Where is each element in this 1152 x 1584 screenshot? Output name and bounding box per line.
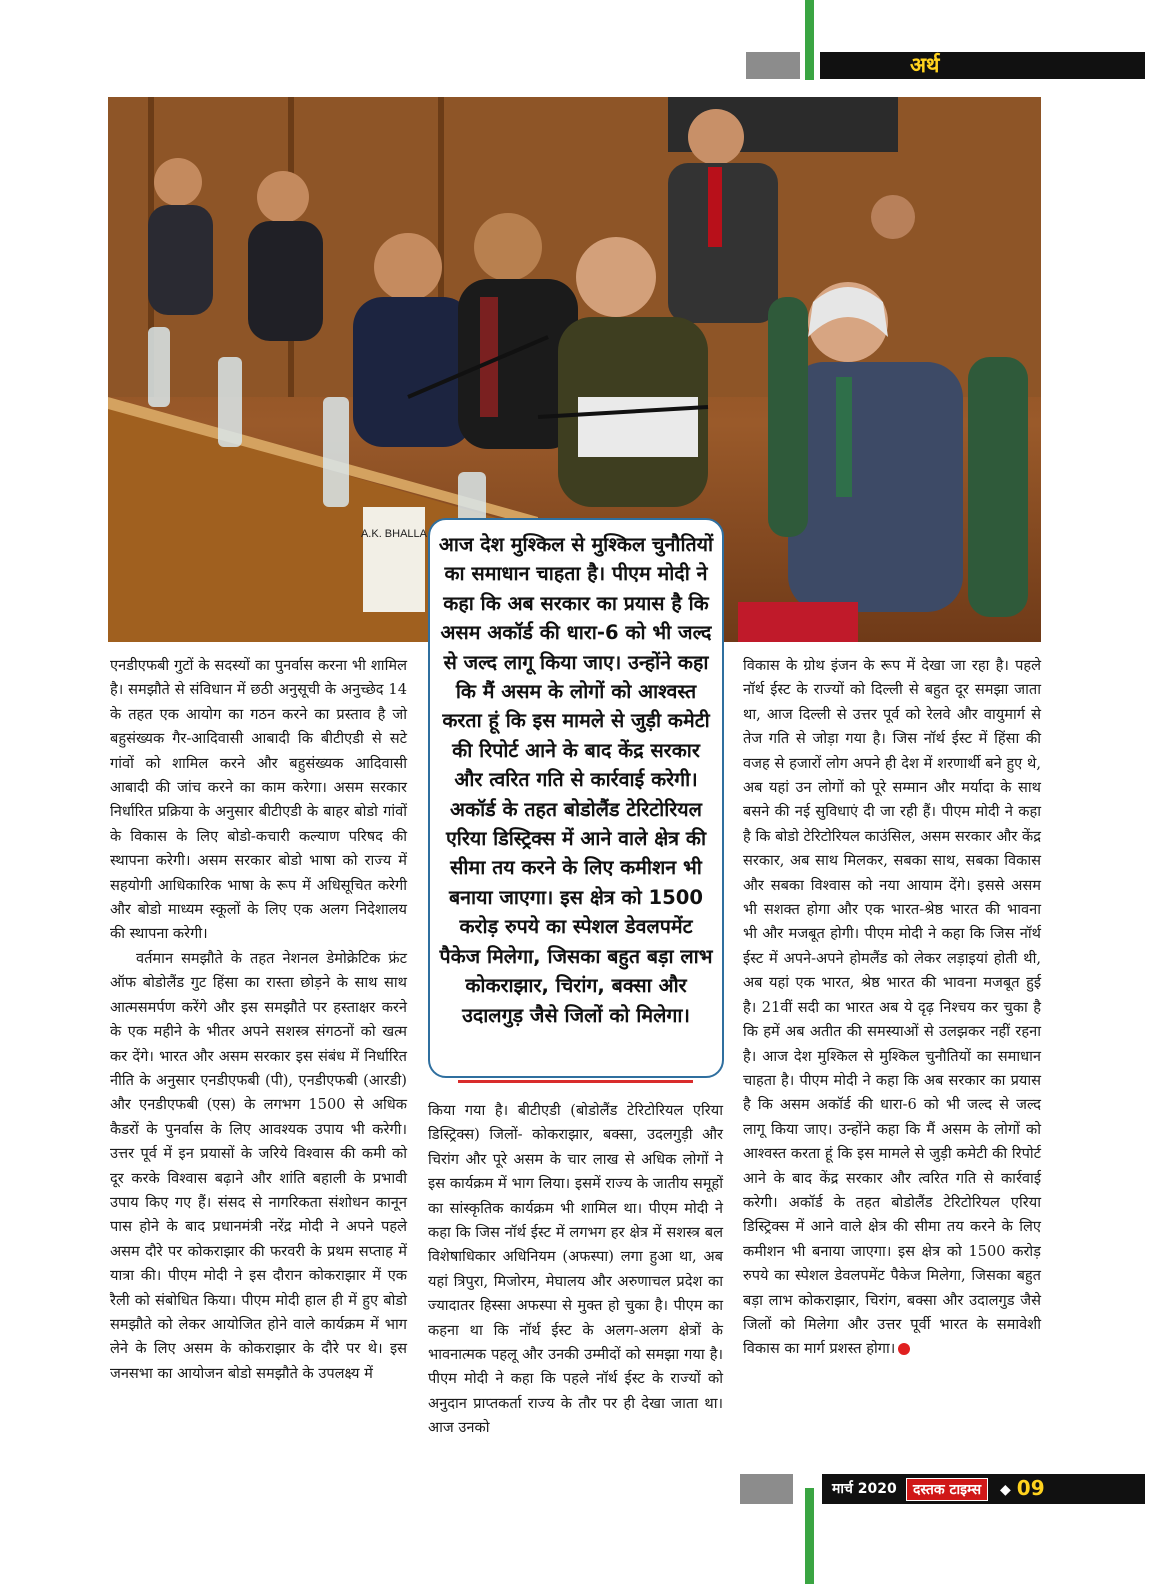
section-header-bar	[820, 52, 1145, 79]
name-plate: A.K. BHALLA	[360, 528, 428, 540]
section-label: अर्थ	[910, 52, 940, 77]
article-paragraph: वर्तमान समझौते के तहत नेशनल डेमोक्रेटिक फ्रंट ऑफ बोडोलैंड गुट हिंसा का रास्ता छोड़ने के साथ साथ आत्मसमर्पण करेंगे और इस समझौते पर हस्ताक्षर करने के एक महीने के भीतर अपने सशस्त्र संगठनों को खत्म कर देंगे। भारत और असम सरकार इस संबंध में निर्धारित नीति के अनुसार एनडीएफबी (पी), एनडीएफबी (आरडी) और एनडीएफबी (एस) के लगभग 1500 से अधिक कैडरों के पुनर्वास के लिए आवश्यक उपाय भी करेगी। उत्तर पूर्व में इन प्रयासों के जरिये विश्वास की कमी को दूर करके विश्वास बढ़ाने और शांति बहाली के प्रभावी उपाय किए गए हैं। संसद से नागरिकता संशोधन कानून पास होने के बाद प्रधानमंत्री नरेंद्र मोदी ने अपने पहले असम दौरे पर कोकराझार की फरवरी के प्रथम सप्ताह में यात्रा की। पीएम मोदी ने इस दौरान कोकराझार में एक रैली को संबोधित किया। पीएम मोदी हाल ही में हुए बोडो समझौते को लेकर आयोजित होने वाले कार्यक्रम में भाग लेने के लिए असम के कोकराझार के दौरे पर थे। इस जनसभा का आयोजन बोडो समझौते के उपलक्ष्य में	[110, 949, 407, 1382]
article-paragraph: एनडीएफबी गुटों के सदस्यों का पुनर्वास करना भी शामिल है। समझौते से संविधान में छठी अनुसूची के अनुच्छेद 14 के तहत एक आयोग का गठन करने का प्रस्ताव है जो बहुसंख्यक गैर-आदिवासी आबादी कि बीटीएडी से सटे गांवों को शामिल करने और बहुसंख्यक आदिवासी आबादी की जांच करने का काम करेगा। असम सरकार निर्धारित प्रक्रिया के अनुसार बीटीएडी के बाहर बोडो गांवों के विकास के लिए बोडो-कचारी कल्याण परिषद की स्थापना करेगी। असम सरकार बोडो भाषा को राज्य में सहयोगी आधिकारिक भाषा के रूप में अधिसूचित करेगी और बोडो माध्यम स्कूलों के लिए एक अलग निदेशालय की स्थापना करेगी।	[110, 657, 407, 943]
article-paragraph: किया गया है। बीटीएडी (बोडोलैंड टेरिटोरियल एरिया डिस्ट्रिक्स) जिलों- कोकराझार, बक्सा, उदलगुड़ी और चिरांग और पूरे असम के चार लाख से अधिक लोगों ने इस कार्यक्रम में भाग लिया। इसमें राज्य के जातीय समूहों का सांस्कृतिक कार्यक्रम भी शामिल था। पीएम मोदी ने कहा कि जिस नॉर्थ ईस्ट में लगभग हर क्षेत्र में सशस्त्र बल विशेषाधिकार अधिनियम (अफस्पा) लगा हुआ था, अब यहां त्रिपुरा, मिजोरम, मेघालय और अरुणाचल प्रदेश का ज्यादातर हिस्सा अफस्पा से मुक्त हो चुका है। पीएम का कहना था कि नॉर्थ ईस्ट के अलग-अलग क्षेत्रों के भावनात्मक पहलू और उनकी उम्मीदों को समझा गया है। पीएम मोदी ने कहा कि पहले नॉर्थ ईस्ट के राज्यों को अनुदान प्राप्तकर्ता राज्य के तौर पर ही देखा जाता था। आज उनको	[428, 1102, 723, 1437]
footer-date: मार्च 2020	[832, 1481, 897, 1497]
article-column-middle	[428, 1099, 723, 1441]
bottom-green-bar	[805, 1488, 814, 1584]
top-green-bar	[805, 0, 814, 80]
section-gray-block	[746, 52, 800, 79]
page-number-wrap	[1000, 1476, 1045, 1500]
end-mark-icon	[898, 1343, 910, 1355]
article-column-right	[743, 654, 1041, 1362]
article-paragraph	[743, 654, 1041, 1362]
magazine-logo: दस्तक टाइम्स	[906, 1478, 988, 1501]
footer-gray-block	[740, 1474, 793, 1504]
bullet-icon: ◆	[1000, 1481, 1011, 1498]
page-number: 09	[1016, 1476, 1045, 1500]
article-column-left	[110, 654, 407, 1386]
pull-quote-bottom-rule	[458, 1080, 693, 1083]
pull-quote: आज देश मुश्किल से मुश्किल चुनौतियों का समाधान चाहता है। पीएम मोदी ने कहा कि अब सरकार का प्रयास है कि असम अकॉर्ड की धारा-6 को भी जल्द से जल्द लागू किया जाए। उन्होंने कहा कि मैं असम के लोगों को आश्वस्त करता हूं कि इस मामले से जुड़ी कमेटी की रिपोर्ट आने के बाद केंद्र सरकार और त्वरित गति से कार्रवाई करेगी। अकॉर्ड के तहत बोडोलैंड टेरिटोरियल एरिया डिस्ट्रिक्स में आने वाले क्षेत्र की सीमा तय करने के लिए कमीशन भी बनाया जाएगा। इस क्षेत्र को 1500 करोड़ रुपये का स्पेशल डेवलपमेंट पैकेज मिलेगा, जिसका बहुत बड़ा लाभ कोकराझार, चिरांग, बक्सा और उदालगुड़ जैसे जिलों को मिलेगा।	[428, 518, 724, 1078]
article-text: विकास के ग्रोथ इंजन के रूप में देखा जा रहा है। पहले नॉर्थ ईस्ट के राज्यों को दिल्ली से बहुत दूर समझा जाता था, आज दिल्ली से उत्तर पूर्व को रेलवे और वायुमार्ग से तेज गति से जोड़ा गया है। जिस नॉर्थ ईस्ट में हिंसा की वजह से हजारों लोग अपने ही देश में शरणार्थी बने हुए थे, अब यहां उन लोगों को पूरे सम्मान और मर्यादा के साथ बसने की नई सुविधाएं दी जा रही हैं। पीएम मोदी ने कहा है कि बोडो टेरिटोरियल काउंसिल, असम सरकार और केंद्र सरकार, अब साथ मिलकर, सबका साथ, सबका विकास और सबका विश्वास को नया आयाम देंगे। इससे असम भी सशक्त होगा और एक भारत-श्रेष्ठ भारत की भावना भी और मजबूत होगी। पीएम मोदी ने कहा कि जिस नॉर्थ ईस्ट में अपने-अपने होमलैंड को लेकर लड़ाइयां होती थी, अब यहां एक भारत, श्रेष्ठ भारत की भावना मजबूत हुई है। 21वीं सदी का भारत अब ये दृढ़ निश्चय कर चुका है कि हमें अब अतीत की समस्याओं से उलझकर नहीं रहना है। आज देश मुश्किल से मुश्किल चुनौतियों का समाधान चाहता है। पीएम मोदी ने कहा कि अब सरकार का प्रयास है कि असम अकॉर्ड की धारा-6 को भी जल्द से जल्द लागू किया जाए। उन्होंने कहा कि मैं असम के लोगों को आश्वस्त करता हूं कि इस मामले से जुड़ी कमेटी की रिपोर्ट आने के बाद केंद्र सरकार और त्वरित गति से कार्रवाई करेगी। अकॉर्ड के तहत बोडोलैंड टेरिटोरियल एरिया डिस्ट्रिक्स में आने वाले क्षेत्र की सीमा तय करने के लिए कमीशन भी बनाया जाएगा। इस क्षेत्र को 1500 करोड़ रुपये का स्पेशल डेवलपमेंट पैकेज मिलेगा, जिसका बहुत बड़ा लाभ कोकराझार, चिरांग, बक्सा और उदालगुड जैसे जिलों को मिलेगा और उत्तर पूर्वी भारत के समावेशी विकास का मार्ग प्रशस्त होगा।	[743, 657, 1041, 1358]
